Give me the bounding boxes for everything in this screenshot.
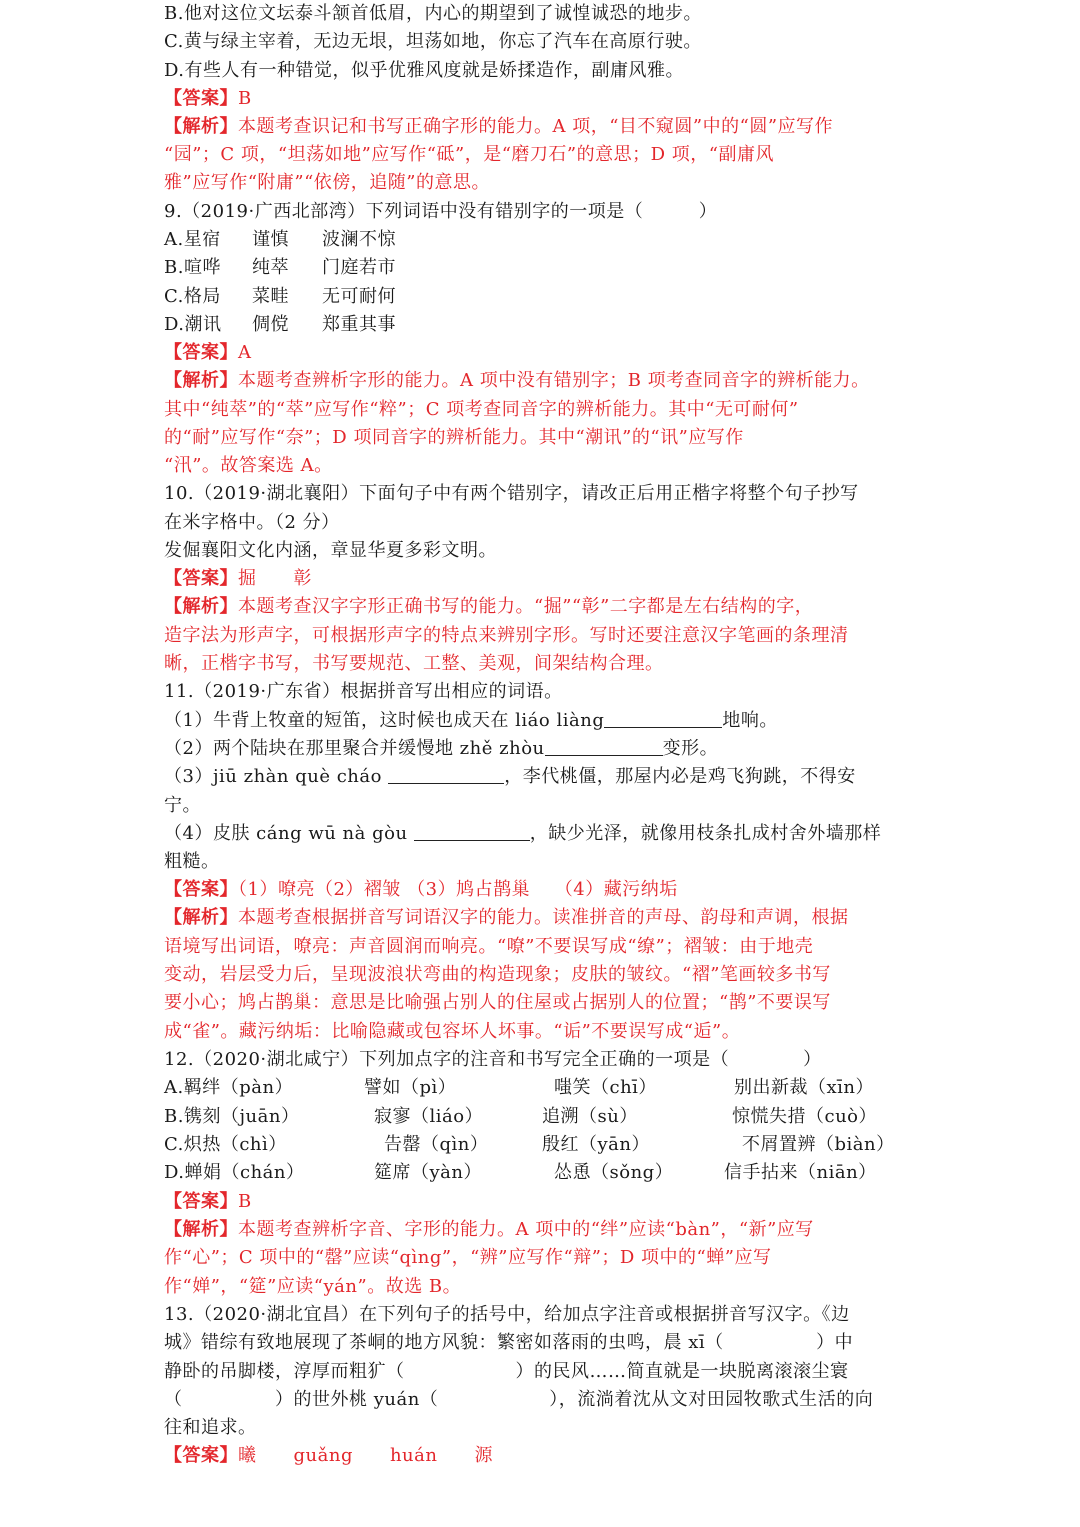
answer-label: 【答案】 (164, 342, 238, 363)
answer-blank (414, 820, 530, 841)
option-cell: 嗤笑（chī） (554, 1077, 657, 1098)
q9-analysis-line: “汛”。故答案选 A。 (164, 455, 333, 476)
option-cell: 筵席（yàn） (374, 1162, 482, 1183)
item-text: （1）牛背上牧童的短笛，这时候也成天在 liáo liàng (164, 710, 605, 731)
analysis-text: 本题考查辨析字音、字形的能力。A 项中的“绊”应读“bàn”，“新”应写 (238, 1219, 814, 1240)
item-text: （3）jiū zhàn què cháo (164, 766, 382, 787)
item-text: ，缺少光泽，就像用枝条扎成村舍外墙那样 (529, 823, 882, 844)
q12-answer (164, 1188, 252, 1216)
option-word: 菜畦 (252, 286, 289, 307)
option-word: 纯萃 (252, 257, 289, 278)
q11-analysis-line: 要小心；鸠占鹊巢：意思是比喻强占别人的住屋或占据别人的位置；“鹊”不要误写 (164, 992, 831, 1013)
option-cell: 譬如（pì） (364, 1077, 457, 1098)
option-cell: D.蝉娟（chán） (164, 1162, 305, 1183)
analysis-label: 【解析】 (164, 370, 238, 391)
q12-option-a (164, 1074, 874, 1102)
analysis-label: 【解析】 (164, 907, 238, 928)
q9-option-a (164, 226, 396, 254)
q12-option-c (164, 1131, 895, 1159)
q8-analysis-line: “园”；C 项，“坦荡如地”应写作“砥”，是“磨刀石”的意思；D 项，“副庸风 (164, 144, 774, 165)
q11-item-1 (164, 707, 778, 735)
answer-label: 【答案】 (164, 1445, 238, 1466)
answer-value: B (238, 1191, 252, 1212)
q9-option-c (164, 283, 396, 311)
q13-text: 13.（2020·湖北宜昌）在下列句子的括号中，给加点字注音或根据拼音写汉字。《边 (164, 1304, 850, 1325)
q10-answer (164, 565, 312, 593)
q10-analysis-line: 晰，正楷字书写，书写要规范、工整、美观，间架结构合理。 (164, 653, 664, 674)
q13-text: （ ）的世外桃 yuán（ ），流淌着沈从文对田园牧歌式生活的向 (164, 1389, 874, 1410)
answer-label: 【答案】 (164, 1191, 238, 1212)
analysis-text: 本题考查汉字字形正确书写的能力。“掘”“彰”二字都是左右结构的字， (238, 596, 814, 617)
option-word: 倜傥 (252, 314, 289, 335)
q9-stem: 9.（2019·广西北部湾）下列词语中没有错别字的一项是（ ） (164, 201, 718, 222)
q12-option-b (164, 1103, 877, 1131)
item-text: 地响。 (722, 710, 778, 731)
option-cell: 告罄（qìn） (384, 1134, 489, 1155)
answer-blank (604, 707, 722, 728)
q12-analysis-line: 作“婵”，“筵”应读“yán”。故选 B。 (164, 1276, 462, 1297)
q11-analysis-line: 成“雀”。藏污纳垢：比喻隐藏或包容坏人坏事。“诟”不要误写成“逅”。 (164, 1021, 741, 1042)
option-cell: 信手拈来（niān） (724, 1162, 877, 1183)
q10-stem: 10.（2019·湖北襄阳）下面句子中有两个错别字，请改正后用正楷字将整个句子抄写 (164, 483, 859, 504)
option-word: C.格局 (164, 286, 221, 307)
item-text: 变形。 (662, 738, 719, 759)
analysis-text: 本题考查根据拼音写词语汉字的能力。读准拼音的声母、韵母和声调，根据 (238, 907, 849, 928)
q11-item-4 (164, 820, 881, 848)
option-cell: 别出新裁（xīn） (734, 1077, 875, 1098)
q13-text: 静卧的吊脚楼，淳厚而粗犷（ ）的民风……简直就是一块脱离滚滚尘寰 (164, 1361, 849, 1382)
answer-value: A (238, 342, 252, 363)
option-cell: 寂寥（liáo） (374, 1106, 484, 1127)
analysis-label: 【解析】 (164, 116, 238, 137)
q11-answer (164, 876, 678, 904)
q11-item-3 (164, 763, 856, 791)
option-word: 谨慎 (252, 229, 289, 250)
option-cell: 殷红（yān） (542, 1134, 650, 1155)
option-word: 郑重其事 (322, 314, 396, 335)
q11-item-3-cont: 宁。 (164, 795, 201, 816)
q10-stem: 在米字格中。（2 分） (164, 512, 340, 533)
q11-analysis-line: 语境写出词语，嘹亮：声音圆润而响亮。“嘹”不要误写成“缭”；褶皱：由于地壳 (164, 936, 814, 957)
q8-analysis-line: 雅”应写作“附庸”“依傍，追随”的意思。 (164, 172, 491, 193)
q9-analysis-line (164, 367, 870, 395)
q9-analysis-line: 的“耐”应写作“奈”；D 项同音字的辨析能力。其中“潮讯”的“讯”应写作 (164, 427, 744, 448)
option-word: 无可耐何 (322, 286, 396, 307)
option-word: B.喧哗 (164, 257, 221, 278)
answer-label: 【答案】 (164, 879, 238, 900)
analysis-label: 【解析】 (164, 1219, 238, 1240)
answer-value: 曦 guǎng huán 源 (238, 1445, 493, 1466)
option-cell: B.镌刻（juān） (164, 1106, 300, 1127)
q8-answer (164, 85, 252, 113)
q11-analysis-line (164, 904, 849, 932)
option-word: A.星宿 (164, 229, 221, 250)
q8-option-d: D.有些人有一种错觉，似乎优雅风度就是娇揉造作，副庸风雅。 (164, 60, 685, 81)
q12-analysis-line (164, 1216, 814, 1244)
analysis-label: 【解析】 (164, 596, 238, 617)
q10-analysis-line: 造字法为形声字，可根据形声字的特点来辨别字形。写时还要注意汉字笔画的条理清 (164, 625, 849, 646)
q8-option-c: C.黄与绿主宰着，无边无垠，坦荡如地，你忘了汽车在高原行驶。 (164, 31, 702, 52)
q13-text: 城》错综有致地展现了茶峒的地方风貌：繁密如落雨的虫鸣，晨 xī（ ）中 (164, 1332, 854, 1353)
analysis-text: 本题考查辨析字形的能力。A 项中没有错别字；B 项考查同音字的辨析能力。 (238, 370, 870, 391)
q9-analysis-line: 其中“纯萃”的“萃”应写作“粹”；C 项考查同音字的辨析能力。其中“无可耐何” (164, 399, 799, 420)
q12-option-d (164, 1159, 877, 1187)
item-text: ，李代桃僵，那屋内必是鸡飞狗跳，不得安 (504, 766, 856, 787)
answer-blank (388, 763, 504, 784)
q10-analysis-line (164, 593, 813, 621)
q8-option-b: B.他对这位文坛泰斗颔首低眉，内心的期望到了诚惶诚恐的地步。 (164, 3, 702, 24)
answer-value: （1）嘹亮（2）褶皱 （3）鸠占鹊巢 （4）藏污纳垢 (238, 879, 678, 900)
q11-analysis-line: 变动，岩层受力后，呈现波浪状弯曲的构造现象；皮肤的皱纹。“褶”笔画较多书写 (164, 964, 831, 985)
answer-value: B (238, 88, 252, 109)
q9-option-b (164, 254, 396, 282)
answer-blank (545, 735, 663, 756)
q10-sentence: 发倔襄阳文化内涵，章显华夏多彩文明。 (164, 540, 497, 561)
option-word: D.潮讯 (164, 314, 222, 335)
q9-answer (164, 339, 252, 367)
q13-text: 往和追求。 (164, 1417, 257, 1438)
q11-item-4-cont: 粗糙。 (164, 851, 220, 872)
option-word: 门庭若市 (322, 257, 396, 278)
q12-stem: 12.（2020·湖北咸宁）下列加点字的注音和书写完全正确的一项是（ ） (164, 1049, 822, 1070)
q12-analysis-line: 作“心”；C 项中的“罄”应读“qìng”，“辨”应写作“辩”；D 项中的“蝉”应写 (164, 1247, 772, 1268)
q9-option-d (164, 311, 396, 339)
q8-analysis-line (164, 113, 833, 141)
item-text: （4）皮肤 cáng wū nà gòu (164, 823, 408, 844)
option-cell: C.炽热（chì） (164, 1134, 287, 1155)
option-cell: A.羁绊（pàn） (164, 1077, 294, 1098)
q13-answer (164, 1442, 493, 1470)
analysis-text: 本题考查识记和书写正确字形的能力。A 项，“目不窥圆”中的“圆”应写作 (238, 116, 834, 137)
option-cell: 怂恿（sǒng） (554, 1162, 674, 1183)
answer-label: 【答案】 (164, 568, 238, 589)
item-text: （2）两个陆块在那里聚合并缓慢地 zhě zhòu (164, 738, 545, 759)
answer-label: 【答案】 (164, 88, 238, 109)
option-cell: 追溯（sù） (542, 1106, 638, 1127)
option-word: 波澜不惊 (322, 229, 396, 250)
answer-value: 掘 彰 (238, 568, 312, 589)
q11-stem: 11.（2019·广东省）根据拼音写出相应的词语。 (164, 681, 563, 702)
option-cell: 惊慌失措（cuò） (732, 1106, 878, 1127)
q11-item-2 (164, 735, 718, 763)
option-cell: 不屑置辨（biàn） (742, 1134, 895, 1155)
